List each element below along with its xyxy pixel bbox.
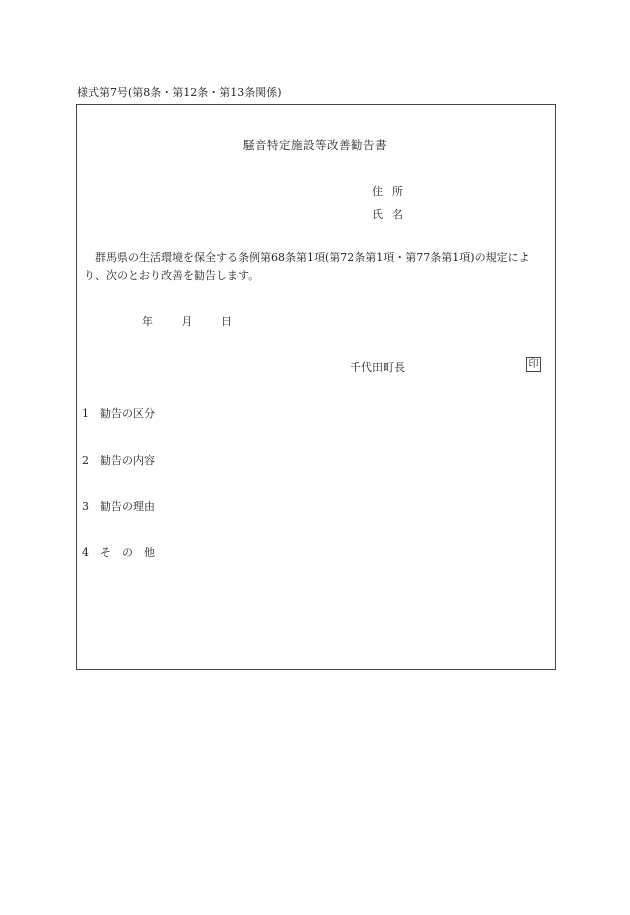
item-other [82, 544, 166, 560]
item-recommendation-category [82, 405, 155, 421]
item-label: 勧告の区分 [100, 407, 155, 420]
item-number: 3 [82, 500, 89, 513]
item-recommendation-content [82, 452, 155, 468]
date-line [142, 313, 232, 329]
item-label: 勧告の理由 [100, 500, 155, 513]
item-label: その他 [100, 546, 166, 559]
item-number: 2 [82, 454, 89, 467]
item-label: 勧告の内容 [100, 454, 155, 467]
item-number: 4 [82, 546, 89, 559]
item-recommendation-reason [82, 498, 155, 514]
name-label: 氏名 [372, 208, 412, 221]
document-frame [76, 104, 556, 670]
seal-mark: 印 [526, 357, 541, 372]
form-number: 様式第7号(第8条・第12条・第13条関係) [77, 86, 282, 99]
address-label: 住所 [372, 185, 412, 198]
date-year: 年 [142, 315, 153, 328]
issuer-name: 千代田町長 [350, 361, 405, 374]
date-month: 月 [181, 315, 193, 328]
item-number: 1 [82, 407, 89, 420]
date-day: 日 [221, 315, 232, 328]
body-text: 群馬県の生活環境を保全する条例第68条第1項(第72条第1項・第77条第1項)の規定により、次のとおり改善を勧告します。 [84, 251, 530, 282]
document-title: 騒音特定施設等改善勧告書 [243, 138, 387, 152]
